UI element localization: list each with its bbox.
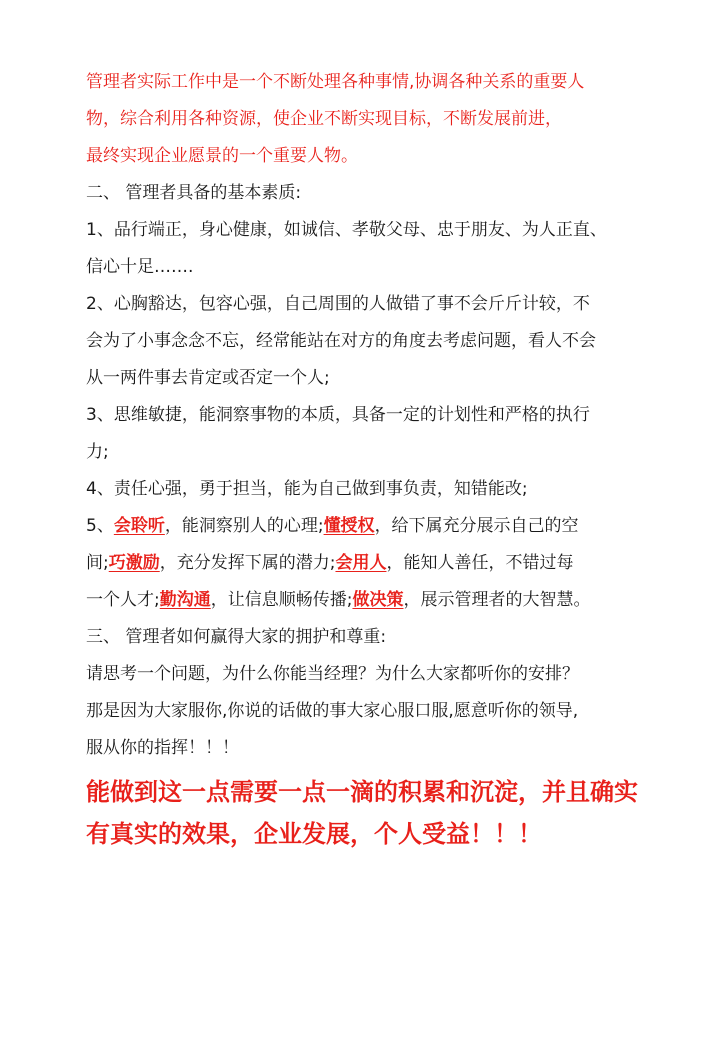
- intro-line-1: 管理者实际工作中是一个不断处理各种事情,协调各种关系的重要人: [86, 72, 585, 92]
- intro-line-3: 最终实现企业愿景的一个重要人物。: [86, 146, 358, 166]
- keyword-decide: 做决策: [352, 590, 404, 610]
- keyword-employ-people: 会用人: [335, 553, 387, 573]
- item-5-line-3: [86, 582, 646, 619]
- item-3-line-1: 3、思维敏捷，能洞察事物的本质，具备一定的计划性和严格的执行: [86, 405, 590, 425]
- keyword-motivate: 巧激励: [108, 553, 160, 573]
- intro-line-2: 物，综合利用各种资源，使企业不断实现目标，不断发展前进，: [86, 109, 562, 129]
- section-2-heading: 二、 管理者具备的基本素质:: [86, 183, 302, 203]
- item-5-prefix: 5、: [86, 516, 114, 536]
- item-5-text-4: ，充分发挥下属的潜力;: [159, 553, 336, 573]
- item-5-text-5: ，能知人善任，不错过每: [386, 553, 574, 573]
- item-5-text-6: 一个人才;: [86, 590, 160, 610]
- item-5-text-2: ，给下属充分展示自己的空: [374, 516, 579, 536]
- item-2-line-1: 2、心胸豁达，包容心强，自己周围的人做错了事不会斤斤计较，不: [86, 294, 590, 314]
- item-1-line-1: 1、品行端正，身心健康，如诚信、孝敬父母、忠于朋友、为人正直、: [86, 220, 607, 240]
- item-5-text-3: 间;: [86, 553, 109, 573]
- section-3-line-3: 服从你的指挥！！！: [86, 738, 239, 758]
- item-5-text-7: ，让信息顺畅传播;: [210, 590, 353, 610]
- item-2-line-3: 从一两件事去肯定或否定一个人;: [86, 368, 330, 388]
- item-5-line-1: [86, 508, 646, 545]
- closing-line-2: 有真实的效果，企业发展，个人受益！！！: [86, 819, 542, 848]
- item-5-text-8: ，展示管理者的大智慧。: [403, 590, 591, 610]
- closing-line-1: 能做到这一点需要一点一滴的积累和沉淀，并且确实: [86, 777, 638, 806]
- section-3-line-2: 那是因为大家服你,你说的话做的事大家心服口服,愿意听你的领导,: [86, 701, 579, 721]
- keyword-communicate: 勤沟通: [159, 590, 211, 610]
- item-5-line-2: [86, 545, 646, 582]
- item-3-line-2: 力;: [86, 442, 109, 462]
- item-2-line-2: 会为了小事念念不忘，经常能站在对方的角度去考虑问题，看人不会: [86, 331, 596, 351]
- document-page: [86, 64, 646, 855]
- section-3-heading: 三、 管理者如何赢得大家的拥护和尊重:: [86, 627, 387, 647]
- item-1-line-2: 信心十足…….: [86, 257, 194, 277]
- keyword-listen: 会聆听: [113, 516, 165, 536]
- item-5-text-1: ，能洞察别人的心理;: [164, 516, 324, 536]
- keyword-delegate: 懂授权: [323, 516, 375, 536]
- section-3-line-1: 请思考一个问题，为什么你能当经理？为什么大家都听你的安排？: [86, 664, 579, 684]
- item-4-line-1: 4、责任心强，勇于担当，能为自己做到事负责，知错能改;: [86, 479, 528, 499]
